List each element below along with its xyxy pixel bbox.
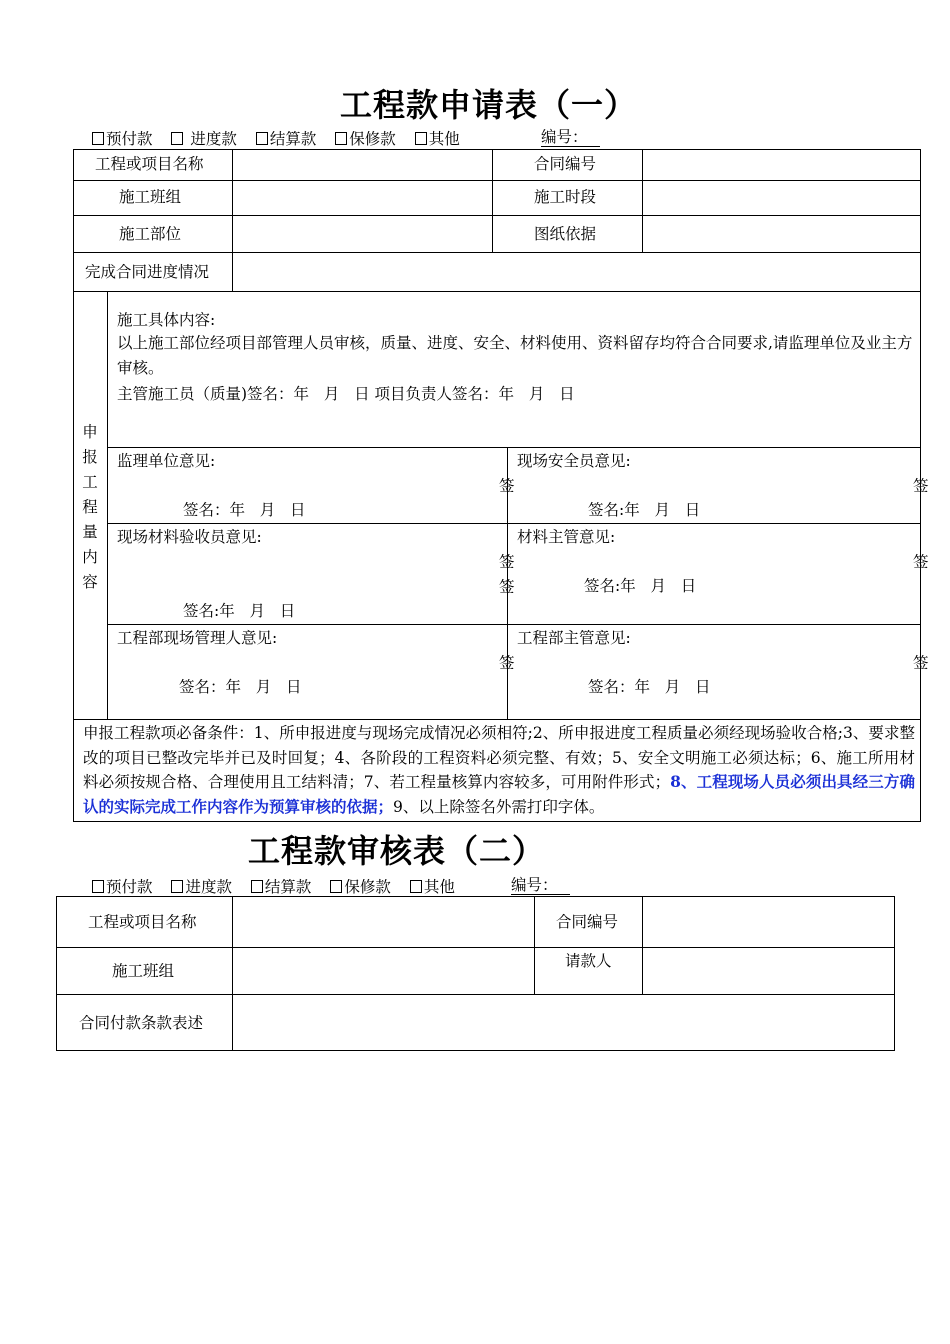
label-payment-terms: 合同付款条款表述	[79, 1014, 204, 1032]
option-prepayment[interactable]: 预付款	[92, 878, 153, 896]
supervisor-signature: 签名：年 月 日	[183, 501, 306, 519]
material-supervisor-opinion-label: 材料主管意见:	[517, 528, 616, 546]
option-warranty-payment[interactable]: 保修款	[330, 878, 391, 896]
sig-char: 签	[913, 477, 929, 495]
declared-quantity-side-label: 申 报 工 程 量 内 容	[82, 423, 98, 591]
content-sign-line: 主管施工员（质量)签名：年 月 日 项目负责人签名：年 月 日	[117, 385, 575, 403]
dept-head-opinion-label: 工程部主管意见:	[517, 629, 631, 647]
form1-number-label: 编号：	[541, 128, 600, 147]
construction-team-field[interactable]	[233, 948, 534, 994]
safety-officer-signature: 签名:年 月 日	[588, 501, 701, 519]
label-construction-location: 施工部位	[119, 225, 182, 243]
label-project-name: 工程或项目名称	[88, 913, 197, 931]
form2-title: 工程款审核表（二）	[248, 832, 546, 870]
sig-char: 签	[499, 553, 515, 571]
option-settlement-payment[interactable]: 结算款	[251, 878, 312, 896]
contract-progress-field[interactable]	[233, 253, 920, 291]
construction-period-field[interactable]	[643, 181, 920, 215]
sig-char: 签	[499, 477, 515, 495]
project-name-field[interactable]	[233, 897, 534, 947]
project-name-field[interactable]	[233, 150, 492, 180]
sig-char: 签	[499, 578, 515, 596]
safety-officer-opinion-label: 现场安全员意见:	[517, 452, 631, 470]
contract-number-field[interactable]	[643, 897, 894, 947]
payment-terms-field[interactable]	[233, 995, 894, 1050]
label-drawing-basis: 图纸依据	[534, 225, 597, 243]
contract-number-field[interactable]	[643, 150, 920, 180]
construction-team-field[interactable]	[233, 181, 492, 215]
conditions-highlight: 8、工程现场人员必须出具经三方确认的实际完成工作内容作为预算审核的依据；	[83, 772, 915, 816]
sig-char: 签	[499, 654, 515, 672]
site-manager-signature: 签名：年 月 日	[179, 678, 302, 696]
form1-title: 工程款申请表（一）	[340, 86, 638, 124]
label-contract-progress: 完成合同进度情况	[85, 263, 210, 281]
option-progress-payment[interactable]: 进度款	[171, 878, 232, 896]
sig-char: 签	[913, 654, 929, 672]
application-conditions: 申报工程款项必备条件：1、所申报进度与现场完成情况必须相符;2、所申报进度工程质量必须经现场验收合格;3、要求整改的项目已整改完毕并已及时回复；4、各阶段的工程资料必须完整、有效；5、安全文明施工必须达标；6、施工所用材料必须按规合格、合理使用且工结料清；7、若工程量核算内容较多，可用附件形式；8、工程现场人员必须出具经三方确认的实际完成工作内容作为预算审核的依据；9、以上除签名外需打印字体。	[83, 724, 915, 816]
label-contract-number: 合同编号	[534, 155, 597, 173]
drawing-basis-field[interactable]	[643, 216, 920, 252]
form1-payment-type-options	[92, 127, 474, 149]
option-warranty-payment[interactable]: 保修款	[335, 130, 396, 148]
label-project-name: 工程或项目名称	[95, 155, 204, 173]
form2-payment-type-options	[92, 875, 469, 897]
label-construction-team: 施工班组	[112, 962, 175, 980]
label-construction-team: 施工班组	[119, 188, 182, 206]
label-contract-number: 合同编号	[556, 913, 619, 931]
requester-field[interactable]	[643, 948, 894, 994]
material-supervisor-signature: 签名:年 月 日	[584, 577, 697, 595]
content-label: 施工具体内容:	[117, 311, 216, 329]
option-prepayment[interactable]: 预付款	[92, 130, 153, 148]
supervisor-opinion-label: 监理单位意见:	[117, 452, 216, 470]
option-settlement-payment[interactable]: 结算款	[256, 130, 317, 148]
form2-number-label: 编号：	[511, 876, 570, 895]
material-inspector-signature: 签名:年 月 日	[183, 602, 296, 620]
label-construction-period: 施工时段	[534, 188, 597, 206]
site-manager-opinion-label: 工程部现场管理人意见:	[117, 629, 278, 647]
option-other[interactable]: 其他	[410, 878, 455, 896]
content-statement: 以上施工部位经项目部管理人员审核，质量、进度、安全、材料使用、资料留存均符合合同要求,请监理单位及业主方审核。	[117, 334, 913, 377]
dept-head-signature: 签名：年 月 日	[588, 678, 711, 696]
construction-location-field[interactable]	[233, 216, 492, 252]
option-progress-payment[interactable]: 进度款	[171, 130, 236, 148]
material-inspector-opinion-label: 现场材料验收员意见:	[117, 528, 262, 546]
label-requester: 请款人	[565, 952, 612, 970]
sig-char: 签	[913, 553, 929, 571]
option-other[interactable]: 其他	[415, 130, 460, 148]
